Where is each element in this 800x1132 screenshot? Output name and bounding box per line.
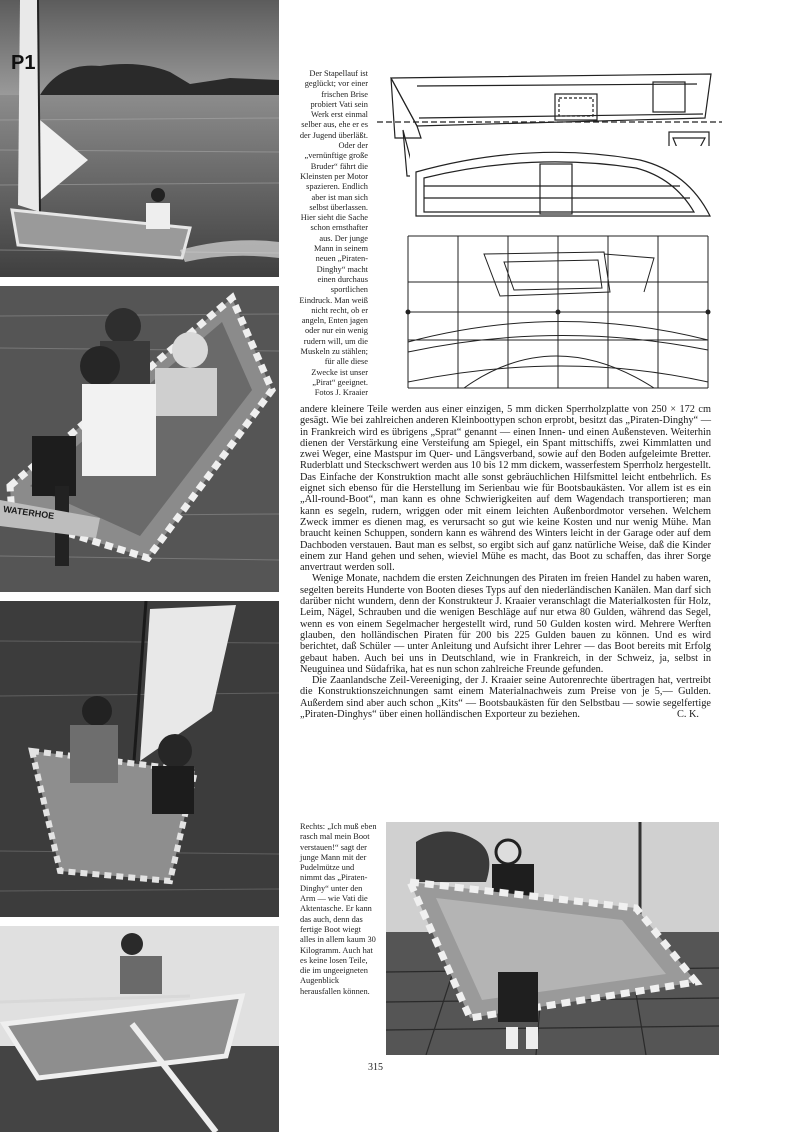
page-number: 315	[368, 1062, 383, 1073]
article-body	[300, 404, 711, 720]
construction-drawing-plan	[410, 146, 712, 220]
photo-sailing-dinghy	[0, 0, 279, 277]
body-paragraph: Wenige Monate, nachdem die ersten Zeichnungen des Piraten im freien Handel zu haben waren, segelten bereits Hunderte von Booten dieses Typs auf den niederländischen Kanälen. Man darf sich darüber nicht wundern, denn der Konstrukteur J. Kraaier veranschlagt die Materialkosten für Holz, Leim, Nägel, Schrauben und die wenigen Beschläge auf nur etwa 80 Gulden, während das Segel, wenn es von einem Segelmacher hergestellt wird, rund 50 Gulden kosten wird. Mehrere Werften glauben, den holländischen Piraten für 200 bis 225 Gulden bauen zu können. Und es wird berichtet, daß Schüler — unter Anleitung und Aufsicht ihrer Lehrer — das Boot bereits mit Erfolg gebaut haben. Auch bei uns in Deutschland, wie in Frankreich, in der Schweiz, ja, selbst in Neuguinea und Südafrika, hat es nun schon zahlreiche Freunde gefunden.	[300, 573, 711, 675]
body-paragraph-text: Die Zaanlandsche Zeil-Vereeniging, der J. Kraaier seine Autorenrechte übertragen hat, vertreibt die Konstruktionszeichnungen samt einem Materialnachweis zum Preise von je 5,— Gulden. Außerdem sind aber auch schon „Kits“ — Bootsbaukästen für den Selbstbau — sowie segelfertige „Piraten-Dinghys“ über einen holländischen Exporteur zu beziehen.	[300, 675, 711, 721]
caption-right-text: Rechts: „Ich muß eben rasch mal mein Boot verstauen!“ sagt der junge Mann mit der Pudelmütze und nimmt das „Piraten-Dinghy“ unter den Arm — wie Vati die Aktentasche. Er kann das auch, denn das fertige Boot wiegt alles in allem kaum 30 Kilogramm. Auch hat es keine losen Teile, die im ungeeigneten Augenblick herausfallen können.	[300, 822, 377, 996]
author-signature: C. K.	[676, 709, 699, 721]
body-paragraph	[300, 675, 711, 720]
body-paragraph: andere kleinere Teile werden aus einer einzigen, 5 mm dicken Sperrholzplatte von 250 × 172 cm gesägt. Wie bei zahlreichen anderen Kleinboottypen schon erprobt, besitzt das „Piraten-Dinghy“ — in Frankreich wird es übrigens „Sprat“ genannt — einen Innen- und einen Außensteven. Weiterhin dienen der Verstärkung eine Versteifung am Spiegel, ein Spant mittschiffs, zwei Kimmlatten und zwei Weger, eine Mastspur im Quer- und Längsverband, sowie auf den Boden aufgeleimte Bretter. Ruderblatt und Steckschwert werden aus 10 bis 12 mm dickem, wasserfestem Sperrholz hergestellt. Das Einfache der Konstruktion macht alle sonst gebräuchlichen Hilfsmittel leicht entbehrlich. Es eignet sich ebenso für die Herstellung im Serienbau wie für Bootsbaukästen. Vor allem ist es ein „All-round-Boot“, man kann es ohne Schwierigkeiten auf dem Wagendach transportieren; man kann es segeln, rudern, wriggen oder mit einem leichten Außenbordmotor versehen. Welchem Zweck immer es dienen mag, es verursacht so gut wie keine Kosten und nur wenig Mühe. Man braucht keinen Schuppen, sondern kann es während des Winters leicht in der Garage oder auf dem Dachboden verstauen. Baut man es selbst, so ergibt sich auf ganz natürliche Weise, daß die Kinder einem zur Hand gehen und sehen, wieviel Mühe es macht, das Boot zu schaffen, das ihrer Sorge anvertraut werden soll.	[300, 404, 712, 574]
photo-credit: Fotos J. Kraaier	[314, 388, 368, 398]
construction-drawing-lines-plan	[404, 232, 712, 390]
photo-boy-rowing	[0, 926, 279, 1132]
caption-top-sailing-text: Der Stapellauf ist geglückt; vor einer frischen Brise probiert Vati sein Werk erst einmal selber aus, ehe er es der Jugend überläßt. Oder der „vernünftige große Bruder“ fährt die Kleinsten per Motor spazieren. Endlich aber ist man sich selbst überlassen.	[299, 69, 368, 212]
photo-caption-right	[300, 822, 378, 997]
caption-top-dinghy-text: Hier sieht die Sache schon ernsthafter aus. Der junge Mann in seinem neuen „Piraten-Dinghy“ macht einen durchaus sportlichen Eindruck. Man weiß nicht recht, ob er angeln, Enten jagen oder nur ein wenig rudern will, um die Muskeln zu stählen; für alle diese Zwecke ist unser „Pirat“ geeignet.	[299, 213, 368, 387]
photo-boys-sailing	[0, 601, 279, 917]
sail-number: P1	[11, 52, 36, 74]
photo-boy-carrying-dinghy	[386, 822, 719, 1055]
photo-children-in-dinghy	[0, 286, 279, 592]
boat-name: WATERHOE	[2, 504, 55, 522]
photo-caption-top	[298, 69, 368, 399]
